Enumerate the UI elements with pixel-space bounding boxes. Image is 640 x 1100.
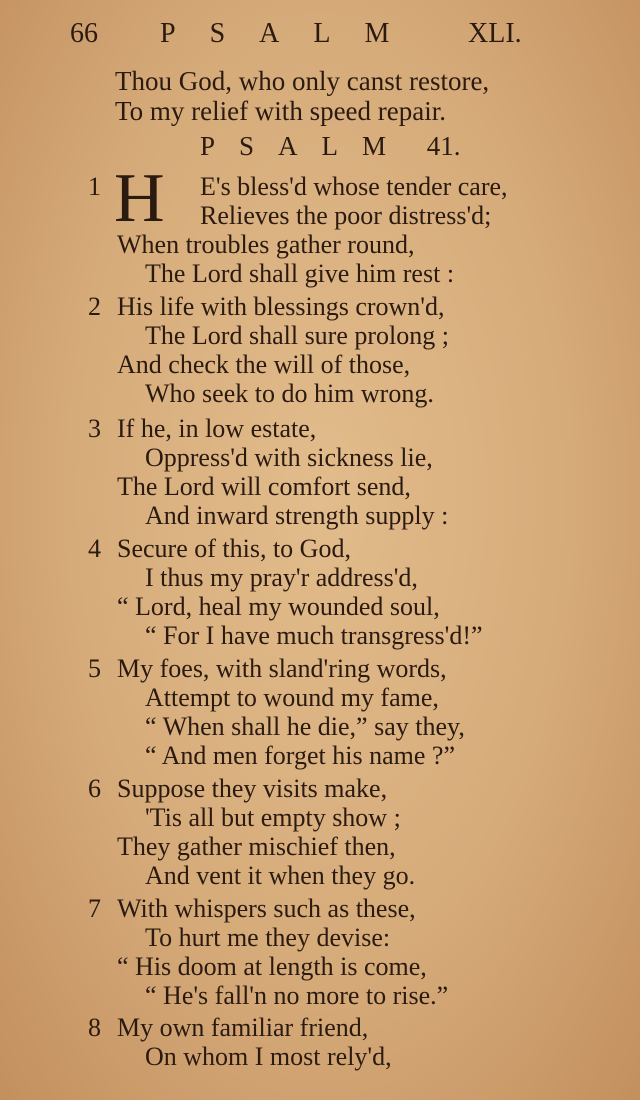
stanza-line: Oppress'd with sickness lie,	[145, 443, 433, 472]
intro-lines	[115, 66, 489, 126]
stanza-line: “ His doom at length is come,	[117, 952, 427, 981]
stanza-line: Secure of this, to God,	[117, 534, 351, 563]
stanza-line: “ And men forget his name ?”	[145, 741, 455, 770]
stanza-line: And vent it when they go.	[145, 861, 416, 890]
stanza-line: The Lord will comfort send,	[117, 472, 411, 501]
stanza-line: “ He's fall'n no more to rise.”	[145, 981, 449, 1010]
stanza-line: Attempt to wound my fame,	[145, 683, 439, 712]
stanza-line: “ When shall he die,” say they,	[145, 712, 465, 741]
psalm-heading-word: PSALM	[200, 131, 411, 161]
intro-line: To my relief with speed repair.	[115, 96, 447, 126]
drop-cap: H	[114, 160, 165, 237]
page-number: 66	[70, 18, 98, 49]
verse-number: 6	[88, 774, 101, 803]
stanza-line: When troubles gather round,	[117, 230, 415, 259]
stanza	[0, 894, 640, 1010]
running-title: PSALM	[160, 18, 424, 49]
stanza	[0, 292, 640, 408]
stanza	[0, 414, 640, 530]
stanza-line: “ Lord, heal my wounded soul,	[117, 592, 440, 621]
stanza-line: My own familiar friend,	[117, 1013, 369, 1042]
stanza-line: And inward strength supply :	[145, 501, 449, 530]
verse-number: 4	[88, 534, 101, 563]
verse-number: 2	[88, 292, 101, 321]
stanza-line: My foes, with sland'ring words,	[117, 654, 447, 683]
stanza-line: His life with blessings crown'd,	[117, 292, 445, 321]
psalm-heading-number: 41.	[426, 131, 461, 161]
stanza-line: The Lord shall sure prolong ;	[145, 321, 449, 350]
stanza	[0, 654, 640, 770]
stanza	[0, 774, 640, 890]
stanza	[0, 534, 640, 650]
stanza-line: With whispers such as these,	[117, 894, 416, 923]
intro-line: Thou God, who only canst restore,	[115, 66, 490, 96]
stanza-line: If he, in low estate,	[117, 414, 317, 443]
stanza-line: I thus my pray'r address'd,	[145, 563, 418, 592]
verse-number: 1	[88, 172, 101, 201]
stanza-line: To hurt me they devise:	[145, 923, 391, 952]
running-number: XLI.	[468, 18, 522, 49]
stanza-line: On whom I most rely'd,	[145, 1042, 392, 1071]
stanza	[0, 160, 640, 288]
stanza-line: Relieves the poor distress'd;	[200, 201, 492, 230]
stanza-line: 'Tis all but empty show ;	[145, 803, 401, 832]
verse-number: 8	[88, 1013, 101, 1042]
stanza-line: The Lord shall give him rest :	[145, 259, 455, 288]
stanza-line: Suppose they visits make,	[117, 774, 388, 803]
verse-number: 5	[88, 654, 101, 683]
stanza-line: And check the will of those,	[117, 350, 411, 379]
verse-number: 7	[88, 894, 101, 923]
psalm-heading	[200, 131, 461, 162]
stanza	[0, 1013, 640, 1071]
stanza-line: E's bless'd whose tender care,	[200, 172, 508, 201]
stanza-line: Who seek to do him wrong.	[145, 379, 434, 408]
stanza-line: They gather mischief then,	[117, 832, 396, 861]
stanza-line: “ For I have much transgress'd!”	[145, 621, 483, 650]
page-header	[0, 18, 640, 58]
verse-number: 3	[88, 414, 101, 443]
